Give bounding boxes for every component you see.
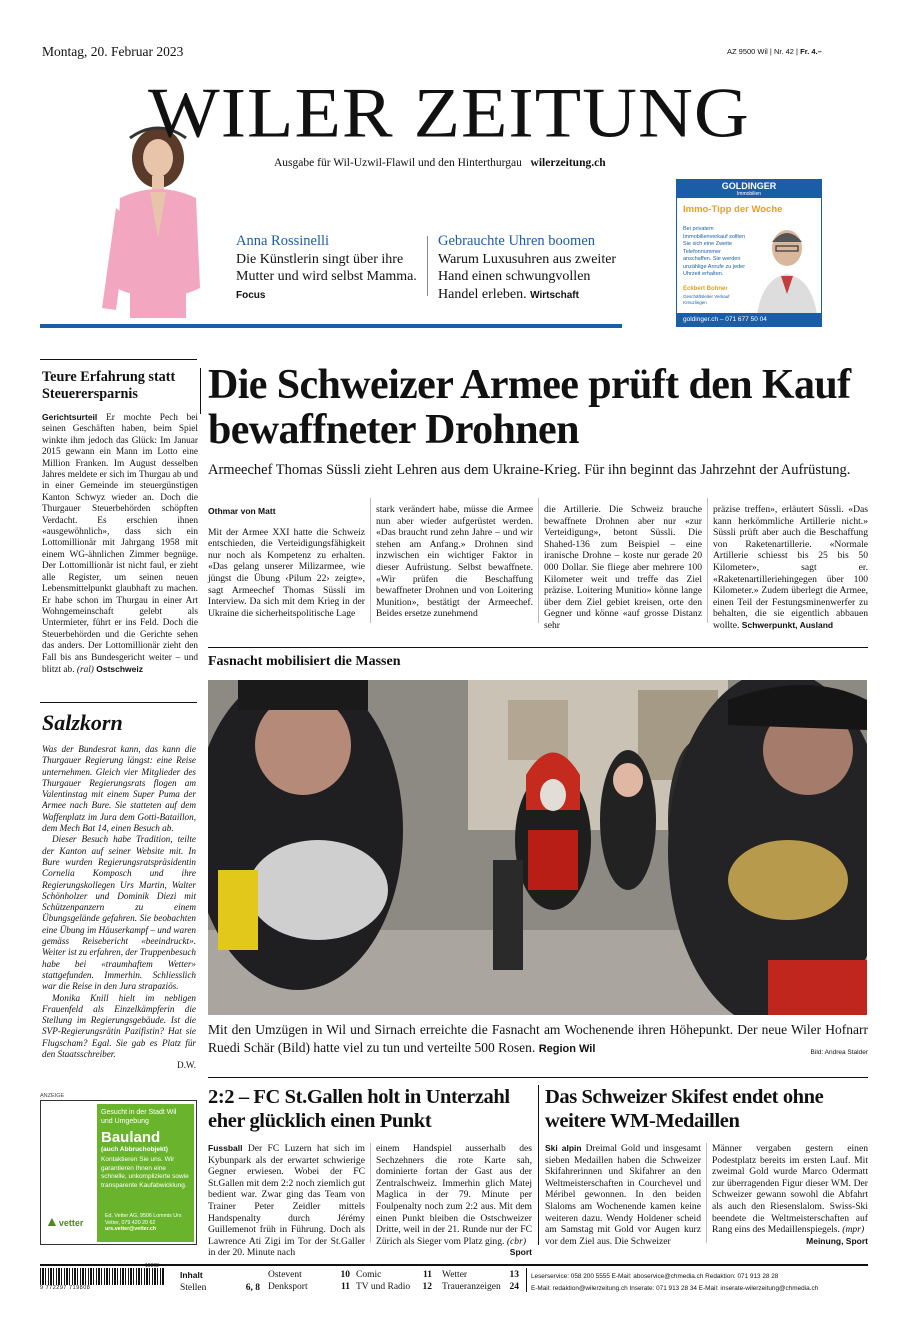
salzkorn-author: D.W.: [176, 1060, 196, 1071]
bottom-left-headline: 2:2 – FC St.Gallen holt in Unterzahl eher glücklich einen Punkt: [208, 1086, 510, 1132]
teaser-uhren[interactable]: [438, 233, 628, 304]
ad-person-name: Eckbert Bohner: [683, 286, 728, 292]
barcode: [40, 1268, 165, 1294]
photo-story-title: Fasnacht mobilisiert die Massen: [208, 654, 401, 669]
ad-brand-bar: [677, 180, 821, 198]
vetter-logo: [45, 1213, 95, 1229]
bottom-right-col-2-text: Männer vergaben gestern einen Podestplatz bereits im ersten Lauf. Mit zweimal Gold wurde Marco Odermatt zur überragenden Figur dieser WM. Der Schweizer gewann sowohl die Abfahrt als auch den Riesenslalom. Swiss-Ski beendete die Weltmeisterschaften auf Rang eins des Medaillenspiegels.: [712, 1143, 868, 1236]
price: Fr. 4.–: [800, 47, 822, 56]
left-story-author: (ral): [76, 664, 94, 675]
col-divider: [538, 498, 539, 623]
ad-bauland[interactable]: [40, 1100, 197, 1245]
left-top-rule: [40, 359, 197, 360]
bottom-right-col-1: [545, 1143, 701, 1247]
lead-body: [208, 498, 868, 631]
lead-section: Schwerpunkt, Ausland: [741, 619, 834, 630]
photo-caption: [208, 1021, 868, 1062]
col-divider: [370, 1143, 371, 1243]
lead-col-1: [208, 498, 365, 619]
bottom-right-col-1-text: Dreimal Gold und insgesamt sieben Medaillen haben die Schweizer Skifahrerinnen und Skifahrer an den Weltmeisterschaften in Courchevel und Méribel gewonnen. In den beiden Slaloms am Wochenende kamen keine weiteren dazu. Wendy Holdener scheid am Samstag mit Gold vor Augen kurz vor dem Ziel aus. Die Schweizer: [545, 1143, 701, 1247]
index-group-1: [268, 1270, 350, 1293]
masthead-rule: [40, 324, 622, 328]
bottom-left-col-1: [208, 1143, 365, 1259]
lead-col-4-text: präzise treffen», erläutert Süssli. «Das kann herkömmliche Artillerie nicht.» Süssli prüft aber auch die Beschaffung von Raketenartillerie. «Normale Artillerie schiesst bis 25 bis 50 Kilometer», sagt er. «Raketenartilleriehingegen über 100 Kilometer.» Zudem überlegt die Armee, einen Teil der Festungsminenwerfer zu behalten, die sie eigentlich abbauen wollte.: [713, 504, 868, 631]
bottom-left-author: (cbr): [506, 1235, 527, 1247]
teaser-anna-rossinelli[interactable]: [236, 233, 421, 304]
lead-col-1-text: Mit der Armee XXI hatte die Schweiz entschieden, die Verteidigungsfähigkeit nur noch als Kompetenz zu erhalten. «Das gelang unserer Milizarmee, wie jüngst die Übung ‹Pilum 22› zeigte», sagt Armeechef Thomas Süssli im Interview. Da sich mit dem Krieg in der Ukraine die sicherheitspolitische Lage: [208, 526, 365, 619]
bottom-left-col-2: [376, 1143, 532, 1259]
left-story-section: Ostschweiz: [96, 663, 144, 674]
newspaper-title: WILER ZEITUNG: [148, 74, 750, 153]
photo-top-rule: [208, 647, 868, 648]
teaser-section: Wirtschaft: [530, 289, 579, 301]
bottom-left-kicker: Fussball: [208, 1143, 243, 1153]
edition-region: Ausgabe für Wil-Uzwil-Flawil und den Hinterthurgau: [274, 157, 522, 169]
photo-credit: Bild: Andrea Stalder: [810, 1049, 868, 1056]
ad-brand-sub: Immobilien: [736, 191, 762, 197]
ad-bauland-headline: Bauland: [101, 1129, 161, 1146]
lead-col-3: die Artillerie. Die Schweiz brauche bewaffnete Drohnen aber nur «zur Verteidigung», betont Süssli. Die Shahed-136 zum Beispiel – eine iranische Drohne – koste nur gerade 20 000 Dollar. Sie fliege aber mehrere 100 Kilometer weit und treffe das Ziel präzise. Loitering Munitio» könne lange über dem Ziel gebiet kreisen, orte den Gegner und könne «auf grosse Distanz sehr: [544, 504, 702, 631]
lead-subhead: Armeechef Thomas Süssli zieht Lehren aus dem Ukraine-Krieg. Für ihn beginnt das Jahrzehnt der Aufrüstung.: [208, 462, 851, 478]
ad-bauland-sub: (auch Abbruchobjekt): [101, 1146, 168, 1153]
ad-immo-tipp[interactable]: [676, 179, 822, 327]
ad-headline: Immo-Tipp der Woche: [683, 204, 783, 215]
issue-date: Montag, 20. Februar 2023: [42, 44, 184, 59]
footer-service: [531, 1271, 868, 1294]
index-label: TV und Radio: [356, 1281, 411, 1292]
index-label: Comic: [356, 1270, 382, 1280]
teaser-divider: [427, 236, 428, 296]
index-page: 11: [341, 1281, 350, 1292]
bottom-right-col-2: [712, 1143, 868, 1247]
index-label: Wetter: [442, 1270, 468, 1280]
ad-person-role: Geschäftsleiter Verkauf Kreuzlingen: [683, 294, 730, 305]
index-label: Traueranzeigen: [442, 1281, 501, 1292]
col-divider: [706, 1143, 707, 1243]
col-divider: [707, 498, 708, 623]
fasnacht-photo: [208, 680, 867, 1015]
story-divider: [538, 1085, 539, 1245]
ad-bauland-email[interactable]: urs.vetter@vetter.ch: [105, 1226, 157, 1232]
ad-footer: goldinger.ch – 071 677 50 04: [677, 313, 821, 326]
index-group-inhalt: [180, 1270, 260, 1294]
ad-text: Bei privatem Immobilienverkauf sollten Sie sich eine Zweite Telefonnummer anschaffen. Sie werden unzählige Anrufe zu jeder Uhrzeit erhalten.: [683, 226, 746, 277]
index-page: 24: [509, 1281, 519, 1292]
bottom-right-section: Meinung, Sport: [806, 1235, 868, 1246]
edition-info: [727, 47, 822, 56]
footer-divider: [526, 1268, 527, 1292]
lead-col-4: [713, 504, 868, 632]
photo-section: Region Wil: [538, 1043, 596, 1055]
index-label: Ostevent: [268, 1270, 302, 1280]
masthead-subtitle: [274, 157, 606, 169]
salzkorn-paragraph-3: Monika Knill hielt im nebligen Frauenfeld als Einzelkämpferin die Stellung im Regierungsgebäude. Ist die SVP-Regierungsrätin Pazifistin? Hat sie Flugscham? Egal. Sie gab es Platz für den Staatsschreiber.: [42, 992, 196, 1060]
lead-accent-rule: [200, 368, 201, 414]
index-label: Denksport: [268, 1281, 308, 1292]
bottom-top-rule: [208, 1077, 868, 1078]
ad-bauland-line1: Gesucht in der Stadt Wil und Umgebung: [101, 1109, 177, 1125]
lead-headline: Die Schweizer Armee prüft den Kauf bewaffneter Drohnen: [208, 362, 851, 453]
left-story-title: Teure Erfahrung statt Steuerersparnis: [42, 369, 176, 402]
stellen-pages: 6, 8: [245, 1282, 260, 1293]
salzkorn-paragraph-1: Was der Bundesrat kann, das kann die Thurgauer Regierung längst: eine Reise unternehmen. Gleich vier Mitglieder des Thurgauer Regierungsrats flogen am Valentinstag mit einem Super Puma der Armee nach Bure. Sie statteten auf dem Waffenplatz im Jura dem Gotti-Bataillon, dem Mech Bat 14, einen Besuch ab.: [42, 744, 196, 834]
index-page: 12: [422, 1281, 432, 1292]
inhalt-label: Inhalt: [180, 1270, 203, 1280]
bottom-right-author: (mpr): [842, 1224, 865, 1236]
index-group-2: [356, 1270, 432, 1293]
salzkorn-rule: [40, 702, 197, 703]
teaser-section: Focus: [236, 289, 266, 301]
barcode-addon: 10008: [145, 1263, 159, 1269]
index-page: 11: [423, 1270, 432, 1280]
bottom-right-kicker: Ski alpin: [545, 1143, 582, 1153]
lead-col-2: stark verändert habe, müsse die Armee nun aber wieder aufgerüstet werden. «Das braucht rund zehn Jahre – und wir stehen am Anfang.» Drohnen sind inzwischen ein wichtiger Faktor in dieser Aufrüstung. Selbst bewaffnete. «Wir prüfen die Beschaffung bewaffneter Drohnen und von Loitering Munition», bestätigt der Armeechef. Beides ersetze zunehmend: [376, 504, 533, 620]
ad-bauland-text: Kontaktieren Sie uns. Wir garantieren Ihnen eine schnelle, unkomplizierte sowie transparente Kaufabwicklung.: [101, 1156, 189, 1189]
barcode-number: 9 772297 719808: [40, 1285, 91, 1291]
lead-author: Othmar von Matt: [208, 506, 276, 516]
salzkorn-paragraph-2: Dieser Besuch habe Tradition, teilte der Kanton auf seiner Website mit. In Bure wurden Regierungsratspräsidentin Cornelia Komposch und ihre Regierungskollegen Urs Martin, Walter Schönholzer und Dominik Diezi mit Schützenpanzern zu einem Übungsgelände gefahren. Sie beobachten eine Übung im Häuserkampf – und waren gemäss Reisebericht «beeindruckt». Weiter ist zu erfahren, der Truppenbesuch habe bei «traumhaftem Wetter» stattgefunden. Immerhin. Schliesslich war die Reise in den Jura strapaziös.: [42, 834, 196, 992]
edition-number: AZ 9500 Wil | Nr. 42 |: [727, 47, 799, 56]
salzkorn-body: [42, 744, 196, 1072]
photo-caption-text: Mit den Umzügen in Wil und Sirnach erreichte die Fasnacht am Wochenende ihren Höhepunkt. Der neue Wiler Hofnarr Ruedi Schär (Bild) hatte viel zu tun und verteilte 500 Rosen.: [208, 1022, 868, 1055]
stellen-label: Stellen: [180, 1282, 207, 1293]
left-story-text: Er mochte Pech bei seinen Geschäften haben, beim Spiel winkte ihm jedoch das Glück: Im Januar 2015 gewann ein Mann im Lotto eine Million Franken. Im August desselben Jahres meldete er sich im Thurgau ab und in einer Gemeinde im steuergünstigen Kanton Schwyz wieder an. Doch die Thurgauer Steuerbehörden schöpften Verdacht. Es erschien ihnen «ausgewöhnlich», dass sich ein Lottomillionär mit Jahrgang 1958 mit einem WG-ähnlichen Zimmer begnüge. Der Lottomillionär ist nicht faul, er zieht alle Register, um seinen neuen Lebensmittelpunkt glaubhaft zu machen. Er habe schon im Thurgau in einer Art Wohngemeinschaft gelebt als Untermieter, führt er ins Feld. Doch die Steuerbehörden und die Gerichte sehen das anders. Der Lottomillionär zieht den Fall bis ans Bundesgericht weiter – und blitzt ab.: [42, 413, 199, 675]
teaser-title: Anna Rossinelli: [236, 233, 330, 249]
ad-bauland-contact: [105, 1213, 195, 1233]
vetter-logo-text: vetter: [58, 1218, 84, 1228]
index-page: 13: [509, 1270, 519, 1280]
col-divider: [370, 498, 371, 623]
barcode-bars: [40, 1268, 165, 1285]
ad-person-photo: [753, 222, 819, 314]
ad-brand: GOLDINGER: [721, 181, 777, 191]
bottom-right-headline: Das Schweizer Skifest endet ohne weitere WM-Medaillen: [545, 1086, 824, 1132]
teaser-title: Gebrauchte Uhren boomen: [438, 233, 596, 249]
left-story-body: [42, 412, 198, 676]
teaser-text: Die Künstlerin singt über ihre Mutter und wird selbst Mamma.: [236, 251, 417, 284]
bottom-left-col-1-text: Der FC Luzern hat sich im Kybunpark als der erwartet schwierige Gegner erwiesen. Wobei der FC St.Gallen mit dem 2:2 noch ziemlich gut bedient war. Zwar ging das Team von Trainer Peter Zeidler mittels Handspenalty durch Jérémy Guillemenot früh in Führung. Doch als Lawrence Ati Zigi im Tor der St.Galler in der 20. Minute nach: [208, 1143, 365, 1259]
vetter-logo-icon: ▲: [45, 1213, 59, 1229]
ad-label: ANZEIGE: [40, 1093, 65, 1099]
ad-bauland-address: Ed. Vetter AG, 9506 Lommis Urs Vetter, 079 420 20 62: [105, 1213, 182, 1226]
website-link[interactable]: wilerzeitung.ch: [530, 157, 606, 169]
service-line-1: Leserservice: 058 200 5555 E-Mail: aboservice@chmedia.ch Redaktion: 071 913 28 28: [531, 1273, 779, 1280]
bottom-left-section: Sport: [509, 1247, 532, 1258]
teaser-text: Warum Luxusuhren aus zweiter Hand einen schwungvollen Handel erleben.: [438, 251, 617, 302]
bottom-left-col-2-text: einem Handspiel ausserhalb des Sechzehners die rote Karte sah, dominierte fortan der Gast aus der Zentralschweiz. Immerhin glich Matej Maglica in der 79. Minute per Foulpenalty noch zum 2:2 aus. Mit dem einen Punkt bleiben die Ostschweizer Dritte, weil in der 21. Runde nur der FC Zürich als Sieger vom Platz ging.: [376, 1143, 532, 1247]
left-story-kicker: Gerichtsurteil: [42, 412, 98, 422]
service-line-2: E-Mail: redaktion@wilerzeitung.ch Inserate: 071 913 28 34 E-Mail: inserate-wilerzeitung@chmedia.ch: [531, 1284, 819, 1292]
index-page: 10: [340, 1270, 350, 1280]
salzkorn-title: Salzkorn: [42, 710, 123, 735]
index-group-3: [442, 1270, 519, 1293]
footer-rule: [40, 1264, 868, 1266]
